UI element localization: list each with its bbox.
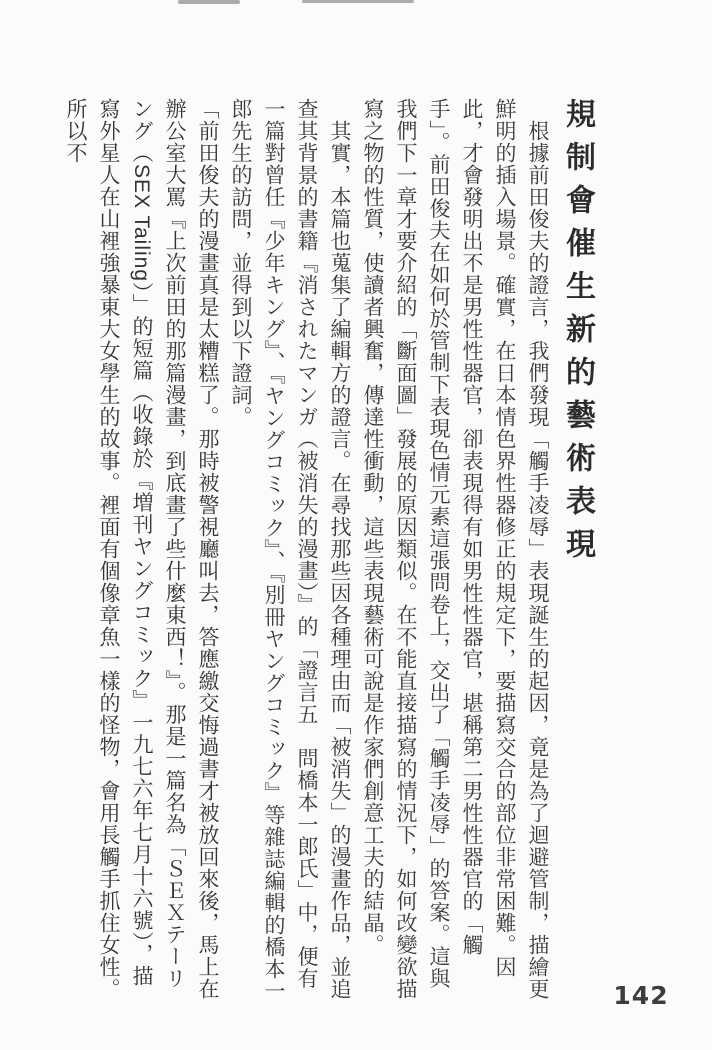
scan-artifact [302,0,414,3]
body-paragraph-1: 根據前田俊夫的證言，我們發現「觸手凌辱」表現誕生的起因，竟是為了迴避管制，描繪更鮮明的插入場景。確實，在日本情色界性器修正的規定下，要描寫交合的部位非常困難。因此，才會發明出不是男性性器官，卻表現得有如男性性器官，堪稱第二男性性器官的「觸手」。前田俊夫在如何於管制下表現色情元素這張問卷上，交出了「觸手凌辱」的答案。這與我們下一章才要介紹的「斷面圖」發展的原因類似。在不能直接描寫的情況下，如何改變欲描寫之物的性質，使讀者興奮，傳達性衝動，這些表現藝術可說是作家們創意工夫的結晶。 [361,98,550,1000]
scan-artifact [178,0,240,4]
body-paragraph-2: 其實，本篇也蒐集了編輯方的證言。在尋找那些因各種理由而「被消失」的漫畫作品，並追查其背景的書籍『消されたマンガ（被消失的漫畫）』的「證言五 問橋本一郎氏」中，便有一篇對曾任『少年キング』、『ヤングコミック』、『別冊ヤングコミック』等雜誌編輯的橋本一郎先生的訪問，並得到以下證詞。 [229,98,352,1002]
page-number: 142 [613,981,669,1010]
article-content [59,98,600,1006]
page-title: 規制會催生新的藝術表現 [561,98,594,571]
quote-paragraph: 「前田俊夫的漫畫真是太糟糕了。那時被警視廳叫去，答應繳交悔過書才被放回來後，馬上在辦公室大罵『上次前田的那篇漫畫，到底畫了些什麼東西！』。那是一篇名為「ＳＥＸテーリング（SEX Tailing）」的短篇（收錄於『増刊ヤングコミック』一九七六年七月十六號），描寫外星人在山裡強暴東大女學生的故事。裡面有個像章魚一樣的怪物，會用長觸手抓住女性。所以不 [64,98,219,1000]
